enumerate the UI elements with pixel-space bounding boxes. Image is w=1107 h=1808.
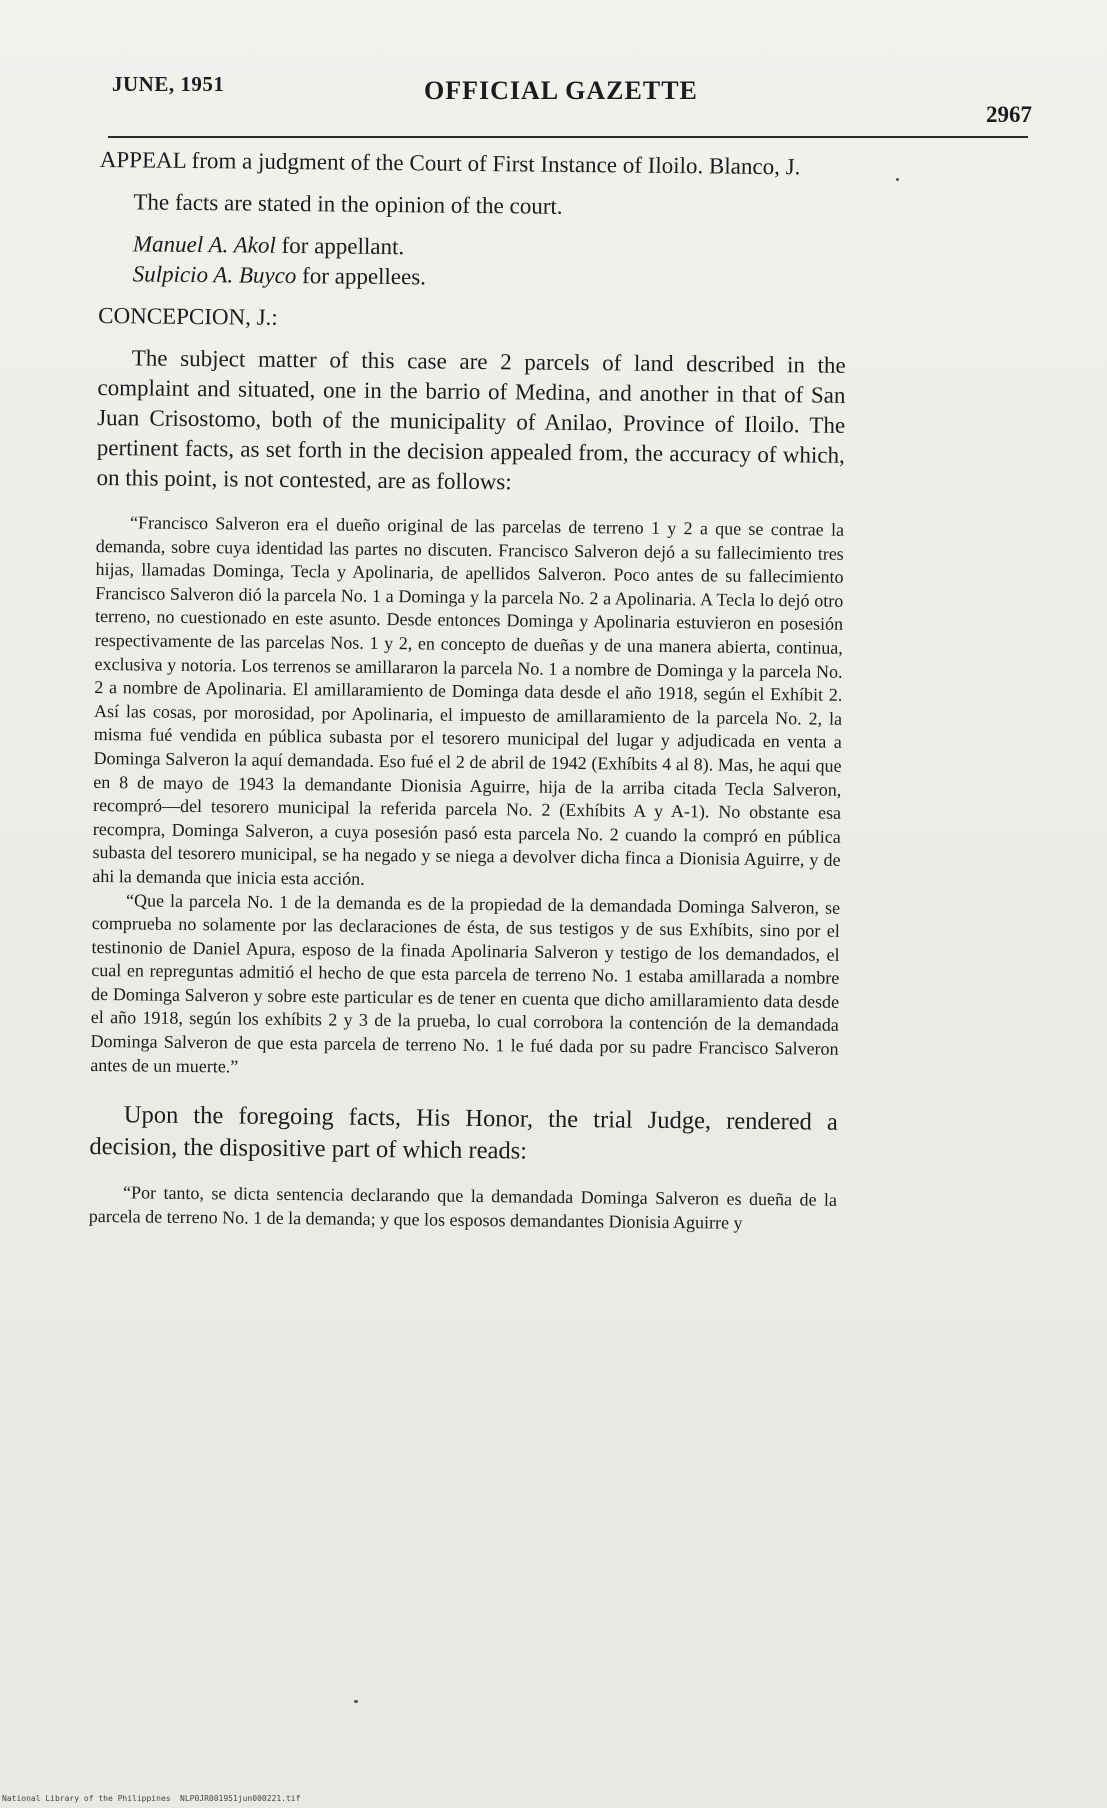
scan-speck <box>896 178 899 181</box>
facts-note: The facts are stated in the opinion of the court. <box>133 189 563 219</box>
library-credit: National Library of the Philippines <box>2 1794 171 1803</box>
page-number: 2967 <box>986 102 1032 127</box>
header-rule <box>108 136 1028 138</box>
quoted-findings-1: “Francisco Salveron era el dueño original de las parcelas de terreno 1 y 2 a que se contrae la demanda, sobre cuya identidad las partes no discuten. Francisco Salveron dejó a su fallecimiento tres hijas, llamadas Dominga, Tecla y Apolinaria, de apellidos Salveron. Poco antes de su fallecimiento Francisco Salveron dió la parcela No. 1 a Dominga y la parcela No. 2 a Apolinaria. A Tecla lo dejó otro terreno, no cuestionado en este asunto. Desde entonces Dominga y Apolinaria estuvieron en posesión respectivamente de las parcelas Nos. 1 y 2, en concepto de dueñas y de una manera abierta, continua, exclusiva y notoria. Los terrenos se amillararon la parcela No. 1 a nombre de Dominga y la parcela No. 2 a nombre de Apolinaria. El amillaramiento de Dominga data desde el año 1918, según el Exhíbit 2. Así las cosas, por morosidad, por Apolinaria, el impuesto de amillaramiento de la parcela No. 2, la misma fué vendida en pública subasta por el tesorero municipal del lugar y adjudicada en venta a Dominga Salveron la aquí demandada. Eso fué el 2 de abril de 1942 (Exhíbits 4 al 8). Mas, he aqui que en 8 de mayo de 1943 la demandante Dionisia Aguirre, hija de la arriba citada Tecla Salveron, recompró—del tesorero municipal la referida parcela No. 2 (Exhíbits A y A-1). No obstante esa recompra, Dominga Salveron, a cuya posesión pasó esta parcela No. 2 cuando la compró en pública subasta del tesorero municipal, se ha negado y se niega a devolver dicha finca a Dionisia Aguirre, y de ahi la demanda que inicia esta acción. <box>92 512 845 889</box>
opinion-paragraph-2: Upon the foregoing facts, His Honor, the trial Judge, rendered a decision, the dispositive part of which reads: <box>89 1101 838 1165</box>
justice-name: CONCEPCION, J.: <box>98 302 278 330</box>
counsel-appellee <box>98 259 846 297</box>
quoted-findings-2: “Que la parcela No. 1 de la demanda es de la propiedad de la demandada Dominga Salveron, se comprueba no solamente por las declaraciones de ésta, de sus testigos y de sus Exhíbits, sino por el testinonio de Daniel Apura, esposo de la finada Apolinaria Salveron y testigo de los demandados, el cual en repreguntas admitió el hecho de que esta parcela de terreno No. 1 estaba amillarada a nombre de Dominga Salveron y sobre este particular es de tener en cuenta que dicho amillaramiento data desde el año 1918, según los exhíbits 2 y 3 de la prueba, lo cual corrobora la contención de la demandada Dominga Salveron de que esta parcela de terreno No. 1 le fué dada por su padre Francisco Salveron antes de un muerte.” <box>90 889 841 1077</box>
quoted-dispositive: “Por tanto, se dicta sentencia declarando que la demandada Dominga Salveron es dueña de la parcela de terreno No. 1 de la demanda; y que los esposos demandantes Dionisia Aguirre y <box>88 1182 838 1233</box>
appeal-line: APPEAL from a judgment of the Court of First Instance of Iloilo. Blanco, J. <box>99 146 801 180</box>
scan-file-id: NLP0JR001951jun000221.tif <box>180 1794 301 1803</box>
issue-date: JUNE, 1951 <box>112 72 225 96</box>
page-header <box>112 72 1032 127</box>
appellee-role: for appellees. <box>296 263 427 290</box>
appellant-counsel-name: Manuel A. Akol <box>132 231 276 258</box>
scan-speck <box>354 1700 358 1703</box>
page-body <box>89 145 848 1236</box>
appellant-role: for appellant. <box>275 232 405 260</box>
appellee-counsel-name: Sulpicio A. Buyco <box>132 261 297 289</box>
opinion-paragraph-1: The subject matter of this case are 2 parcels of land described in the complaint and situated, one in the barrio of Medina, and another in that of San Juan Crisostomo, both of the municipality of Anilao, Province of Iloilo. The pertinent facts, as set forth in the decision appealed from, the accuracy of which, on this point, is not contested, are as follows: <box>96 345 846 495</box>
publication-title: OFFICIAL GAZETTE <box>424 76 698 105</box>
